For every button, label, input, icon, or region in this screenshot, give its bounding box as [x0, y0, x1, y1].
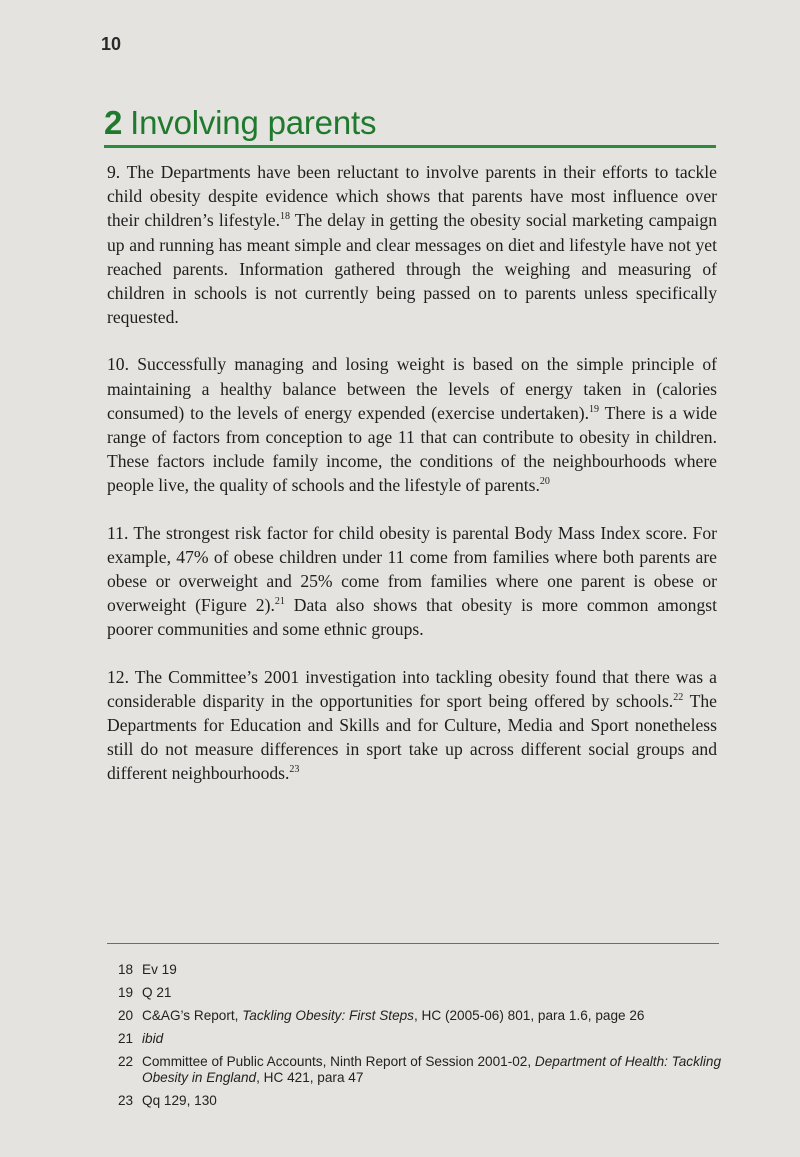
chapter-title-text: Involving parents — [130, 104, 377, 141]
title-rule — [104, 145, 716, 148]
text-run: , HC 421, para 47 — [256, 1070, 364, 1085]
footnote-text — [142, 1031, 738, 1047]
footnote — [118, 985, 738, 1001]
footnote-text — [142, 1093, 738, 1109]
paragraph-number: 12. — [107, 666, 129, 687]
footnote-text — [142, 1054, 738, 1086]
footnote-ref: 19 — [589, 403, 600, 415]
footnote — [118, 1054, 738, 1086]
footnotes — [118, 962, 738, 1116]
text-run: Ev 19 — [142, 962, 177, 977]
footnote-number: 20 — [118, 1008, 134, 1023]
footnote-text — [142, 985, 738, 1001]
paragraph — [107, 521, 717, 642]
footnotes-rule — [107, 943, 719, 944]
text-run: , HC (2005-06) 801, para 1.6, page 26 — [413, 1008, 645, 1023]
chapter-title — [104, 104, 376, 142]
text-run: Successfully managing and losing weight is based on the simple principle of maintaining a healthy balance between the levels of energy taken in (calories consumed) to the levels of energy expended (exercise undertaken). — [107, 354, 717, 423]
paragraph-number: 9. — [107, 162, 121, 182]
page-number: 10 — [101, 34, 122, 54]
footnote-text — [142, 1008, 738, 1024]
text-run: The Committee’s 2001 investigation into tackling obesity found that there was a considerable disparity in the opportunities for sport being offered by schools. — [107, 666, 717, 711]
footnote-number: 23 — [118, 1093, 134, 1108]
footnote — [118, 1008, 738, 1024]
italic-text: Department of Health: Tackling Obesity in England — [142, 1054, 722, 1085]
footnote-ref: 21 — [274, 596, 285, 608]
paragraph-number: 10. — [107, 354, 129, 375]
footnote-number: 22 — [118, 1054, 134, 1069]
text-run: Data also shows that obesity is more common amongst poorer communities and some ethnic groups. — [107, 595, 717, 640]
text-run: The Departments have been reluctant to involve parents in their efforts to tackle child obesity despite evidence which shows that parents have most influence over their children’s lifestyle. — [107, 162, 717, 231]
footnote-number: 19 — [118, 985, 134, 1000]
text-run: The Departments for Education and Skills and for Culture, Media and Sport nonetheless still do not measure differences in sport take up across different social groups and different neighbourhoods. — [107, 690, 717, 784]
footnote-number: 18 — [118, 962, 134, 977]
body-text — [107, 160, 717, 809]
text-run: The delay in getting the obesity social marketing campaign up and running has meant simple and clear messages on diet and lifestyle have not yet reached parents. Information gathered through the weighing and measuring of children in schools is not currently being passed on to parents unless specifically requested. — [107, 210, 718, 328]
text-run: Q 21 — [142, 985, 172, 1000]
text-run: Qq 129, 130 — [142, 1093, 217, 1108]
text-run: The strongest risk factor for child obesity is parental Body Mass Index score. For example, 47% of obese children under 11 come from families where both parents are obese or overweight and 25% come from families where one parent is obese or overweight (Figure 2). — [107, 522, 717, 616]
italic-text: Tackling Obesity: First Steps — [242, 1008, 414, 1023]
footnote-text — [142, 962, 738, 978]
paragraph — [107, 665, 717, 786]
footnote-ref: 22 — [673, 691, 684, 703]
text-run: Committee of Public Accounts, Ninth Report of Session 2001-02, — [142, 1054, 535, 1069]
footnote-number: 21 — [118, 1031, 134, 1046]
paragraph-number: 11. — [107, 522, 129, 543]
footnote — [118, 1093, 738, 1109]
italic-text: ibid — [142, 1031, 164, 1046]
paragraph — [107, 160, 717, 329]
footnote — [118, 962, 738, 978]
footnote — [118, 1031, 738, 1047]
footnote-ref: 23 — [289, 764, 300, 776]
text-run: There is a wide range of factors from conception to age 11 that can contribute to obesity in children. These factors include family income, the conditions of the neighbourhoods where people live, the quality of schools and the lifestyle of parents. — [107, 402, 717, 496]
chapter-number: 2 — [104, 104, 123, 141]
paragraph — [107, 352, 717, 497]
footnote-ref: 20 — [539, 476, 550, 488]
text-run: C&AG’s Report, — [142, 1008, 243, 1023]
footnote-ref: 18 — [279, 211, 290, 223]
